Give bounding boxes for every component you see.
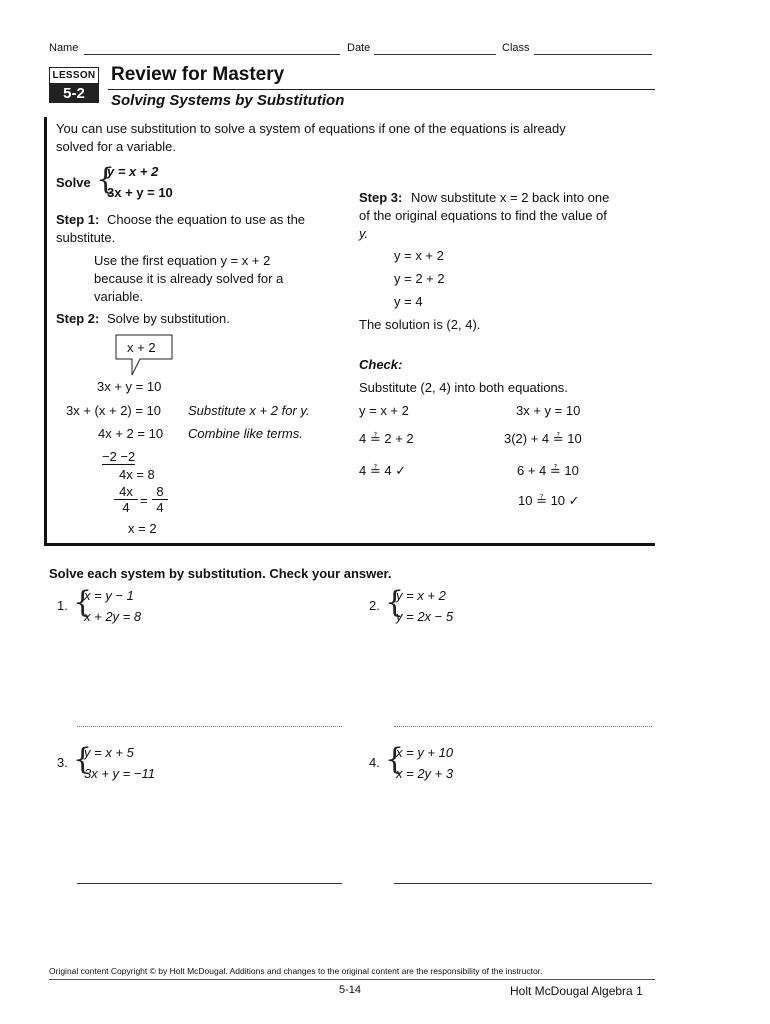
step1-detail-3: variable. — [94, 289, 144, 304]
check-right-2: 3(2) + 4 ≟ 10 — [504, 431, 582, 446]
work-line-4: −2 −2 — [102, 449, 136, 464]
check-left-1: y = x + 2 — [359, 403, 409, 418]
fraction-equals: = — [140, 493, 148, 508]
step3-label: Step 3: — [359, 190, 403, 205]
check-right-4: 10 ≟ 10 ✓ — [518, 493, 580, 508]
lesson-number: 5-2 — [49, 84, 99, 103]
step3-text-2: of the original equations to find the value of — [359, 208, 607, 223]
exercise-2-eq-1: y = x + 2 — [396, 588, 446, 603]
example-bottom-border — [44, 543, 655, 546]
copyright-text: Original content Copyright © by Holt McDougal. Additions and changes to the original content are the responsibility of the instructor. — [49, 966, 543, 976]
fraction-right — [152, 484, 168, 515]
exercise-4-eq-1: x = y + 10 — [396, 745, 454, 760]
system-eq-2: 3x + y = 10 — [107, 185, 173, 200]
exercise-1-eq-2: x + 2y = 8 — [84, 609, 142, 624]
exercise-4-eq-2: x = 2y + 3 — [396, 766, 454, 781]
check-right-1: 3x + y = 10 — [516, 403, 581, 418]
exercise-4-brace: { — [385, 742, 405, 777]
exercise-1-answer-line[interactable] — [77, 726, 342, 727]
step3-work-3: y = 4 — [394, 294, 423, 309]
step1-text-1: Choose the equation to use as the — [107, 212, 306, 227]
exercise-4-answer-line[interactable] — [394, 883, 652, 884]
exercise-4-number: 4. — [369, 755, 380, 770]
work-line-6: x = 2 — [128, 521, 157, 536]
check-left-3: 4 ≟ 4 ✓ — [359, 463, 407, 478]
fraction-left-num: 4x — [114, 484, 138, 500]
exercise-1-brace: { — [73, 585, 93, 620]
step2-label: Step 2: — [56, 311, 100, 326]
system-eq-1: y = x + 2 — [107, 164, 159, 179]
book-title: Holt McDougal Algebra 1 — [510, 984, 643, 998]
exercise-2-number: 2. — [369, 598, 380, 613]
footer-rule — [49, 979, 655, 980]
exercise-2-answer-line[interactable] — [394, 726, 652, 727]
exercise-3-number: 3. — [57, 755, 68, 770]
exercise-3-eq-1: y = x + 5 — [84, 745, 134, 760]
exercise-3-answer-line[interactable] — [77, 883, 342, 884]
page-number: 5-14 — [339, 984, 362, 996]
name-label: Name — [49, 42, 79, 54]
exercise-3-brace: { — [73, 742, 93, 777]
work-line-1: 3x + y = 10 — [97, 379, 162, 394]
intro-line-1: You can use substitution to solve a system of equations if one of the equations is already — [56, 121, 566, 136]
date-label: Date — [347, 42, 371, 54]
work-note-2: Combine like terms. — [188, 426, 303, 441]
work-line-5: 4x = 8 — [119, 467, 155, 482]
step2-text: Solve by substitution. — [107, 311, 230, 326]
fraction-left — [114, 484, 138, 515]
step3-text-1: Now substitute x = 2 back into one — [411, 190, 610, 205]
exercise-2-eq-2: y = 2x − 5 — [396, 609, 454, 624]
step1-label: Step 1: — [56, 212, 100, 227]
step1-text-2: substitute. — [56, 230, 116, 245]
step1-detail-2: because it is already solved for a — [94, 271, 284, 286]
page-subtitle: Solving Systems by Substitution — [111, 92, 345, 109]
exercise-instruction: Solve each system by substitution. Check your answer. — [49, 566, 392, 581]
exercise-1-number: 1. — [57, 598, 68, 613]
step3-work-1: y = x + 2 — [394, 248, 444, 263]
callout-text: x + 2 — [127, 340, 156, 355]
exercise-3-eq-2: 3x + y = −11 — [84, 766, 155, 781]
intro-line-2: solved for a variable. — [56, 139, 176, 154]
name-field[interactable] — [84, 54, 340, 55]
example-left-border — [44, 117, 47, 546]
class-field[interactable] — [534, 54, 652, 55]
exercise-2-brace: { — [385, 585, 405, 620]
system-brace: { — [96, 162, 116, 197]
fraction-right-den: 4 — [156, 500, 164, 515]
fraction-left-den: 4 — [122, 500, 130, 515]
page-title: Review for Mastery — [111, 64, 285, 85]
lesson-label: LESSON — [49, 67, 99, 84]
work-line-2: 3x + (x + 2) = 10 — [66, 403, 162, 418]
check-label: Check: — [359, 357, 403, 372]
solution-text: The solution is (2, 4). — [359, 317, 481, 332]
step3-work-2: y = 2 + 2 — [394, 271, 445, 286]
check-right-3: 6 + 4 ≟ 10 — [517, 463, 579, 478]
class-label: Class — [502, 42, 530, 54]
work-note-1: Substitute x + 2 for y. — [188, 403, 310, 418]
step3-text-3: y. — [359, 226, 369, 241]
date-field[interactable] — [374, 54, 496, 55]
check-text: Substitute (2, 4) into both equations. — [359, 380, 568, 395]
solve-label: Solve — [56, 175, 91, 190]
check-left-2: 4 ≟ 2 + 2 — [359, 431, 414, 446]
step1-detail-1: Use the first equation y = x + 2 — [94, 253, 271, 268]
exercise-1-eq-1: x = y − 1 — [84, 588, 134, 603]
title-rule — [108, 89, 655, 90]
fraction-right-num: 8 — [152, 484, 168, 500]
work-line-3: 4x + 2 = 10 — [98, 426, 164, 441]
